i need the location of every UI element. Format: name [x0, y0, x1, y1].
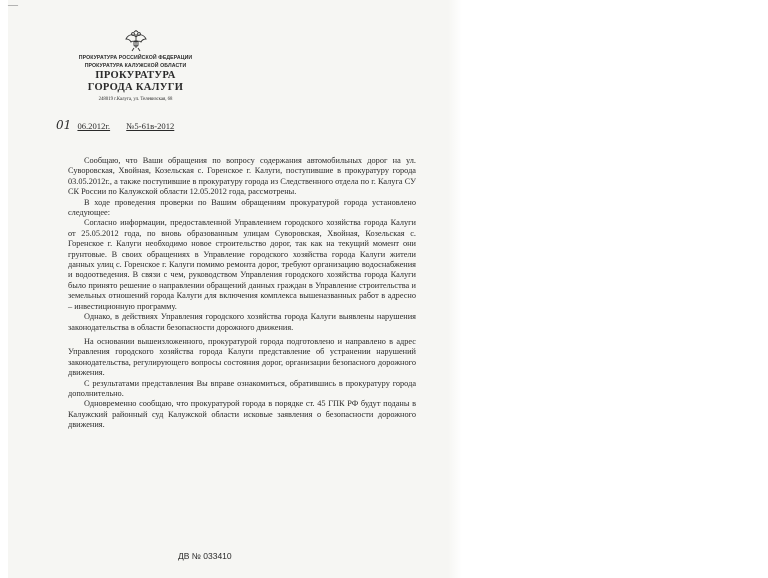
- paragraph-3: Согласно информации, предоставленной Управлением городского хозяйства города Калуги от 25.05.2012 года, по вновь образованным улицам Суворовская, Хвойная, Козельская с. Горенское г. Калуги необходимо новое строительство дорог, так как на текущий момент они грунтовые. В своих обращениях в Управление городского хозяйства города Калуги жители данных улиц с. Горенское г. Калуги помимо ремонта дорог, требуют организацию водоснабжения и водоотведения. В связи с чем, руководством Управления городского хозяйства города Калуги было принято решение о направлении обращений данных граждан в Управление строительства и земельных отношений города Калуги для включения комплекса вышеназванных работ в адресно – инвестиционную программу.: [68, 218, 416, 311]
- sheet-edge: [448, 0, 462, 578]
- org-line-4: ГОРОДА КАЛУГИ: [87, 82, 184, 93]
- letter-sheet: [8, 0, 460, 578]
- paragraph-4: Однако, в действиях Управления городского хозяйства города Калуги выявлены нарушения законодательства в области безопасности дорожного движения.: [68, 312, 416, 332]
- letterhead: [68, 30, 203, 106]
- form-code: ДВ № 033410: [178, 551, 232, 561]
- org-line-3: ПРОКУРАТУРА: [95, 70, 176, 81]
- letter-date: 06.2012г.: [77, 121, 111, 131]
- reference-line: [56, 118, 174, 132]
- org-line-1: ПРОКУРАТУРА РОССИЙСКОЙ ФЕДЕРАЦИИ: [78, 55, 193, 61]
- org-address: 248019 г.Калуга, ул. Телевизская, 68: [98, 97, 173, 102]
- paragraph-5: На основании вышеизложенного, прокуратурой города подготовлено и направлено в адрес Управления городского хозяйства города Калуги представление об устранении нарушений законодательства, регулирующего вопросы состояния дорог, организации безопасного дорожного движения.: [68, 336, 416, 378]
- org-line-2: ПРОКУРАТУРА КАЛУЖСКОЙ ОБЛАСТИ: [84, 63, 187, 69]
- handwritten-day: 01: [56, 118, 72, 132]
- paragraph-6: С результатами представления Вы вправе ознакомиться, обратившись в прокуратуру города дополнительно.: [68, 378, 416, 398]
- letter-number: №5-61в-2012: [126, 121, 175, 131]
- letter-body: [68, 156, 416, 431]
- corner-mark: —: [8, 0, 18, 11]
- paragraph-2: В ходе проведения проверки по Вашим обращениям прокуратурой города установлено следующее:: [68, 197, 416, 218]
- double-headed-eagle-icon: [124, 30, 148, 52]
- paragraph-7: Одновременно сообщаю, что прокуратурой города в порядке ст. 45 ГПК РФ будут поданы в Калужский районный суд Калужской области исковые заявления о безопасности дорожного движения.: [68, 399, 416, 430]
- paragraph-1: Сообщаю, что Ваши обращения по вопросу содержания автомобильных дорог на ул. Суворовская, Хвойная, Козельская с. Горенское г. Калуги, поступившие в прокуратуру города 03.05.2012г., а также поступившие в прокуратуру города из Следственного отдела по г. Калуга СУ СК России по Калужской области 12.05.2012 года, рассмотрены.: [68, 156, 416, 197]
